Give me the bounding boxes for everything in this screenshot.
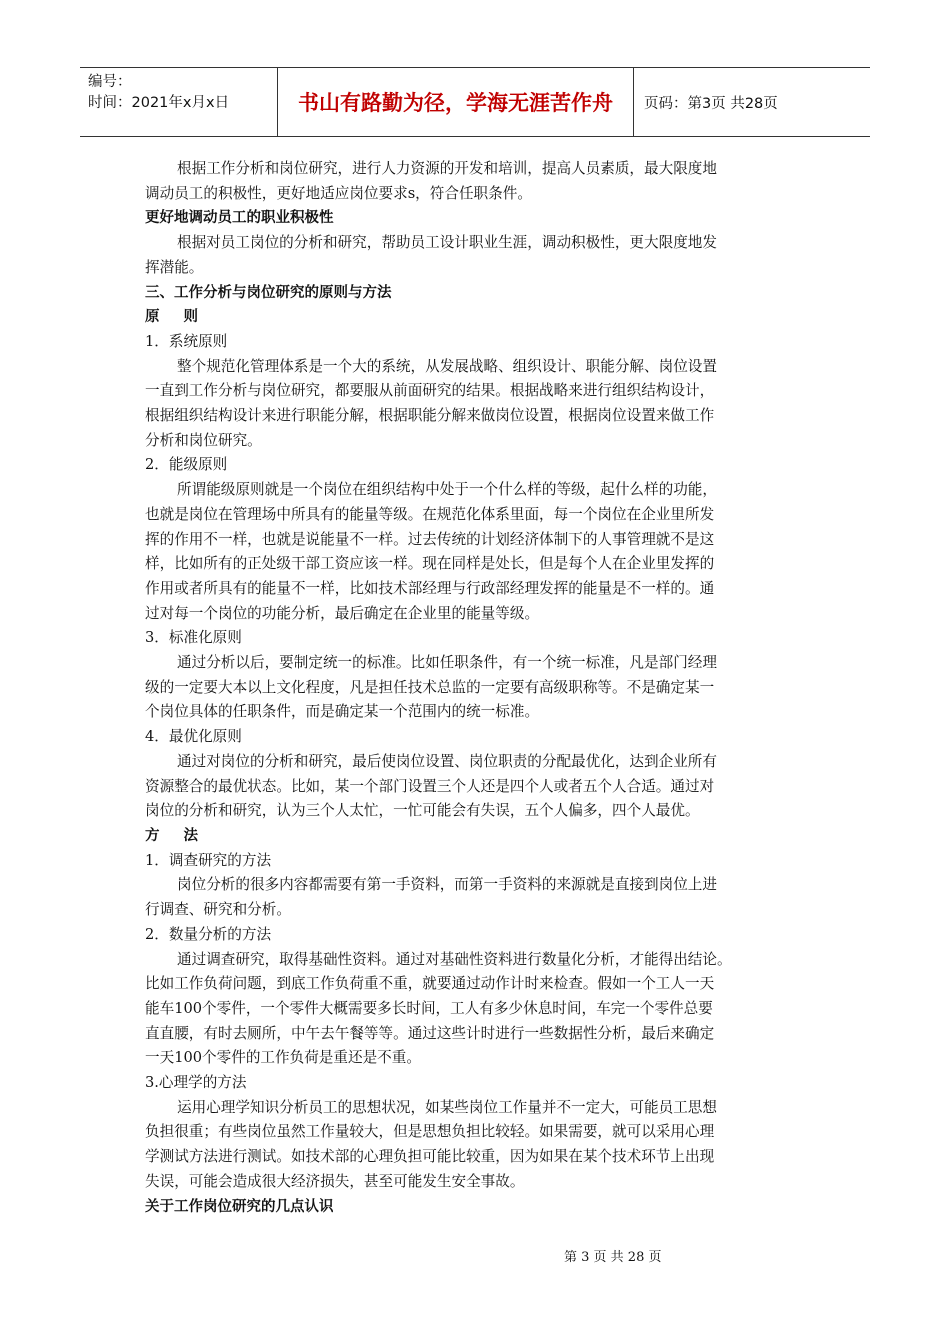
text-line: 3．标准化原则 bbox=[145, 629, 242, 647]
page-footer: 第 3 页 共 28 页 bbox=[564, 1250, 662, 1265]
section-heading: 方法 bbox=[145, 827, 222, 844]
text-line: 根据组织结构设计来进行职能分解，根据职能分解来做岗位设置，根据岗位设置来做工作 bbox=[145, 407, 715, 425]
text-line: 一天100个零件的工作负荷是重还是不重。 bbox=[145, 1049, 421, 1067]
section-heading: 原则 bbox=[145, 309, 222, 326]
code-label: 编号： bbox=[88, 74, 132, 90]
text-line: 根据工作分析和岗位研究，进行人力资源的开发和培训，提高人员素质，最大限度地 bbox=[177, 160, 717, 177]
text-line: 级的一定要大本以上文化程度，凡是担任技术总监的一定要有高级职称等。不是确定某一 bbox=[145, 678, 715, 696]
text-line: 失误，可能会造成很大经济损失，甚至可能发生安全事故。 bbox=[145, 1172, 525, 1190]
text-line: 所谓能级原则就是一个岗位在组织结构中处于一个什么样的等级，起什么样的功能， bbox=[177, 481, 717, 499]
section-heading: 关于工作岗位研究的几点认识 bbox=[145, 1198, 334, 1215]
text-line: 也就是岗位在管理场中所具有的能量等级。在规范化体系里面，每一个岗位在企业里所发 bbox=[145, 505, 715, 523]
text-line: 3.心理学的方法 bbox=[145, 1074, 247, 1092]
header-meta bbox=[80, 68, 278, 136]
text-line: 岗位的分析和研究，认为三个人太忙，一忙可能会有失误，五个人偏多，四个人最优。 bbox=[145, 802, 700, 820]
header-page-info: 页码：第3页 共28页 bbox=[644, 95, 778, 112]
text-line: 能车100个零件，一个零件大概需要多长时间，工人有多少休息时间，车完一个零件总要 bbox=[145, 999, 713, 1017]
text-line: 1．系统原则 bbox=[145, 332, 228, 350]
text-line: 过对每一个岗位的功能分析，最后确定在企业里的能量等级。 bbox=[145, 604, 540, 622]
date-label: 时间：2021年x月x日 bbox=[88, 95, 230, 111]
header-motto: 书山有路勤为径，学海无涯苦作舟 bbox=[278, 68, 634, 136]
text-line: 调动员工的积极性，更好地适应岗位要求s，符合任职条件。 bbox=[145, 184, 532, 202]
text-line: 通过对岗位的分析和研究，最后使岗位设置、岗位职责的分配最优化，达到企业所有 bbox=[177, 752, 717, 770]
text-line: 挥潜能。 bbox=[145, 258, 204, 276]
text-line: 分析和岗位研究。 bbox=[145, 431, 262, 449]
text-line: 挥的作用不一样，也就是说能量不一样。过去传统的计划经济体制下的人事管理就不是这 bbox=[145, 530, 715, 548]
section-heading: 更好地调动员工的职业积极性 bbox=[145, 210, 334, 227]
text-line: 1．调查研究的方法 bbox=[145, 851, 272, 869]
text-line: 通过调查研究，取得基础性资料。通过对基础性资料进行数量化分析，才能得出结论。 bbox=[177, 950, 732, 968]
text-line: 整个规范化管理体系是一个大的系统，从发展战略、组织设计、职能分解、岗位设置 bbox=[177, 357, 717, 375]
document-body bbox=[145, 157, 805, 1219]
text-line: 通过分析以后，要制定统一的标准。比如任职条件，有一个统一标准，凡是部门经理 bbox=[177, 654, 717, 672]
text-line: 2．能级原则 bbox=[145, 456, 228, 474]
text-line: 学测试方法进行测试。如技术部的心理负担可能比较重，因为如果在某个技术环节上出现 bbox=[145, 1148, 715, 1166]
text-line: 直直腰，有时去厕所，中午去午餐等等。通过这些计时进行一些数据性分析，最后来确定 bbox=[145, 1024, 715, 1042]
page-header bbox=[80, 67, 870, 137]
section-heading: 三、工作分析与岗位研究的原则与方法 bbox=[145, 284, 392, 301]
text-line: 一直到工作分析与岗位研究，都要服从前面研究的结果。根据战略来进行组织结构设计， bbox=[145, 382, 715, 400]
text-line: 2．数量分析的方法 bbox=[145, 925, 272, 943]
text-line: 行调查、研究和分析。 bbox=[145, 901, 291, 919]
text-line: 运用心理学知识分析员工的思想状况，如某些岗位工作量并不一定大，可能员工思想 bbox=[177, 1098, 717, 1116]
text-line: 负担很重；有些岗位虽然工作量较大，但是思想负担比较轻。如果需要，就可以采用心理 bbox=[145, 1123, 715, 1141]
text-line: 个岗位具体的任职条件，而是确定某一个范围内的统一标准。 bbox=[145, 703, 540, 721]
text-line: 4．最优化原则 bbox=[145, 728, 242, 746]
text-line: 根据对员工岗位的分析和研究，帮助员工设计职业生涯，调动积极性，更大限度地发 bbox=[177, 234, 717, 252]
text-line: 比如工作负荷问题，到底工作负荷重不重，就要通过动作计时来检查。假如一个工人一天 bbox=[145, 975, 715, 993]
text-line: 岗位分析的很多内容都需要有第一手资料，而第一手资料的来源就是直接到岗位上进 bbox=[177, 876, 717, 894]
text-line: 作用或者所具有的能量不一样，比如技术部经理与行政部经理发挥的能量是不一样的。通 bbox=[145, 579, 715, 597]
text-line: 样，比如所有的正处级干部工资应该一样。现在同样是处长，但是每个人在企业里发挥的 bbox=[145, 555, 715, 573]
text-line: 资源整合的最优状态。比如，某一个部门设置三个人还是四个人或者五个人合适。通过对 bbox=[145, 777, 715, 795]
